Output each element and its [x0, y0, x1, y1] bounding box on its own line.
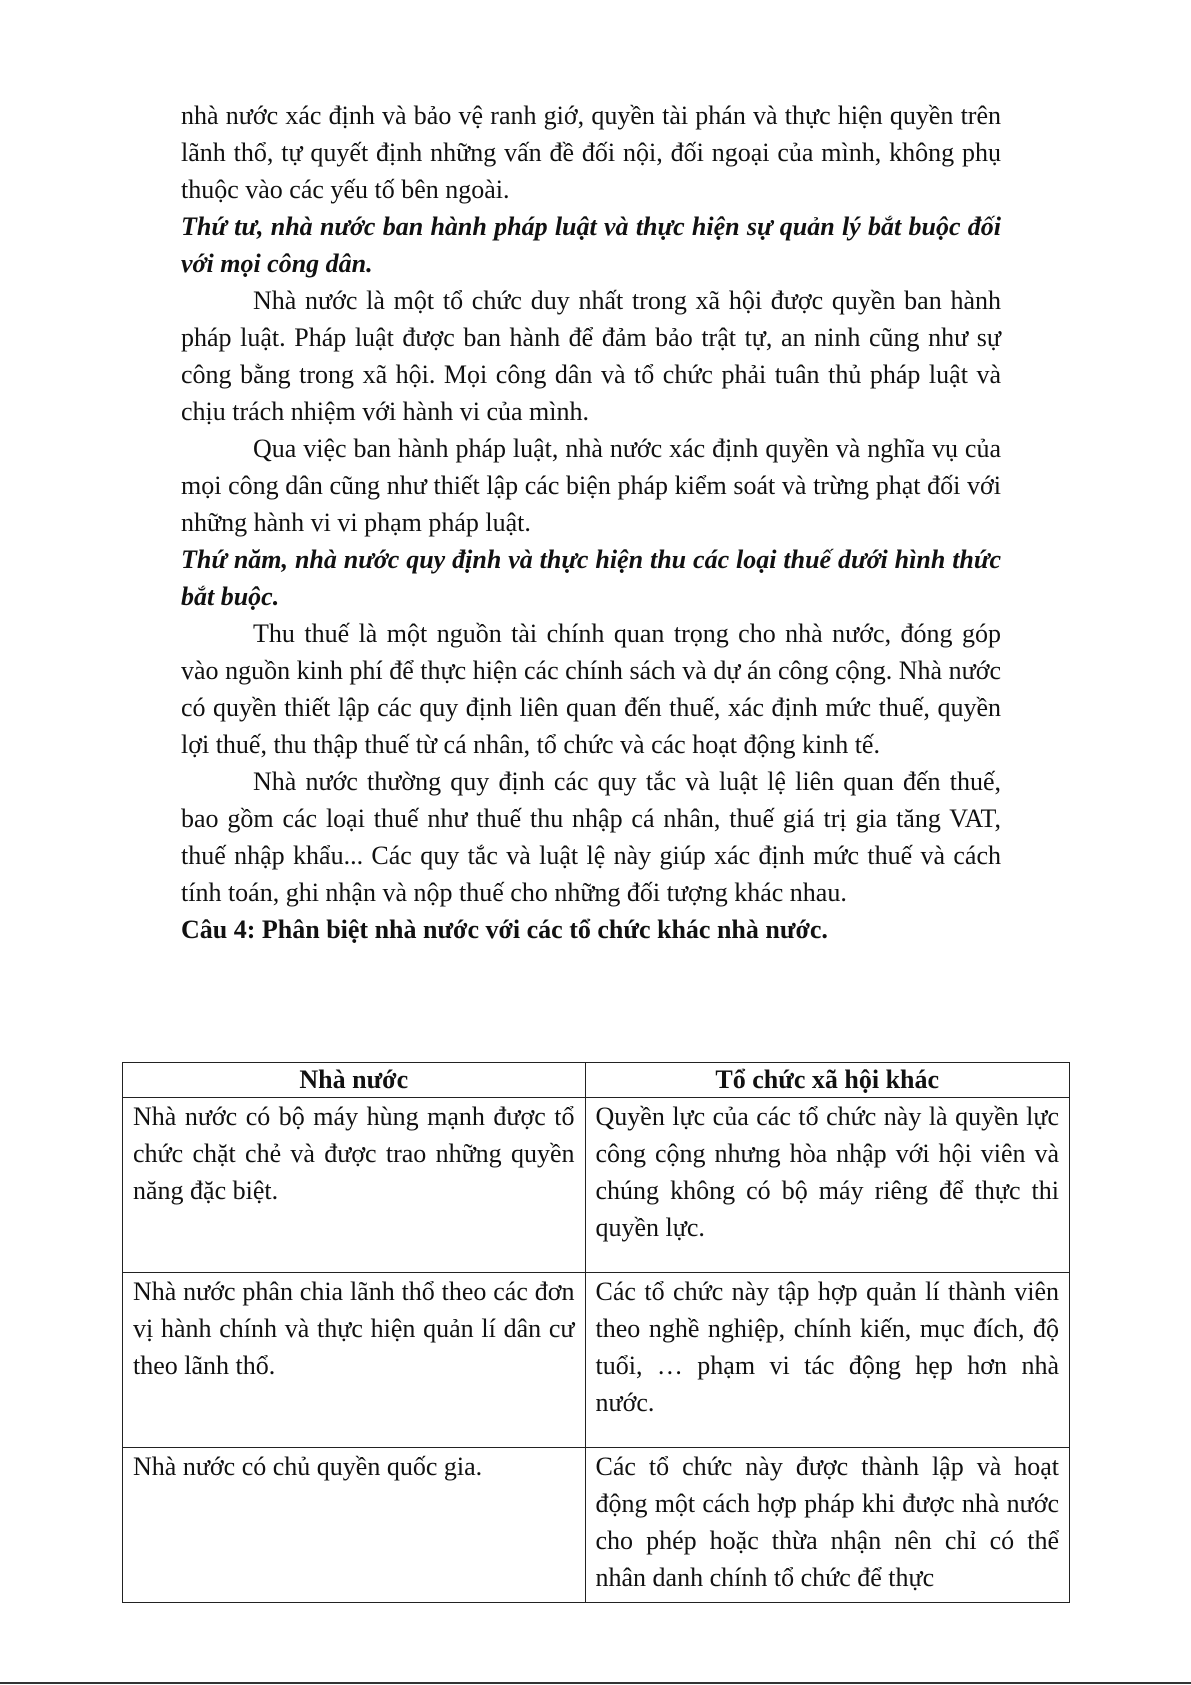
- paragraph-law-1: Nhà nước là một tổ chức duy nhất trong xã hội được quyền ban hành pháp luật. Pháp luật được ban hành để đảm bảo trật tự, an ninh cũng như sự công bằng trong xã hội. Mọi công dân và tổ chức phải tuân thủ pháp luật và chịu trách nhiệm với hành vi của mình.: [181, 286, 1001, 426]
- table-row: [123, 1273, 1070, 1448]
- table-cell-other: Các tổ chức này được thành lập và hoạt động một cách hợp pháp khi được nhà nước cho phép hoặc thừa nhận nên chỉ có thể nhân danh chính tổ chức để thực: [585, 1448, 1070, 1603]
- table-cell-state: Nhà nước có bộ máy hùng mạnh được tổ chức chặt chẻ và được trao những quyền năng đặc biệt.: [123, 1098, 586, 1273]
- heading-fifth-feature: Thứ năm, nhà nước quy định và thực hiện thu các loại thuế dưới hình thức bắt buộc.: [181, 545, 1001, 611]
- table-cell-state: Nhà nước có chủ quyền quốc gia.: [123, 1448, 586, 1603]
- table-row: [123, 1448, 1070, 1603]
- comparison-table: [122, 1062, 1070, 1603]
- question-4-heading: Câu 4: Phân biệt nhà nước với các tổ chức khác nhà nước.: [181, 915, 828, 944]
- header-state: Nhà nước: [123, 1063, 586, 1098]
- table-cell-state: Nhà nước phân chia lãnh thổ theo các đơn vị hành chính và thực hiện quản lí dân cư theo lãnh thổ.: [123, 1273, 586, 1448]
- paragraph-tax-1: Thu thuế là một nguồn tài chính quan trọng cho nhà nước, đóng góp vào nguồn kinh phí để thực hiện các chính sách và dự án công cộng. Nhà nước có quyền thiết lập các quy định liên quan đến thuế, xác định mức thuế, quyền lợi thuế, thu thập thuế từ cá nhân, tổ chức và các hoạt động kinh tế.: [181, 619, 1001, 759]
- heading-fourth-feature: Thứ tư, nhà nước ban hành pháp luật và thực hiện sự quản lý bắt buộc đối với mọi công dân.: [181, 212, 1001, 278]
- table-row: [123, 1098, 1070, 1273]
- table-cell-other: Các tổ chức này tập hợp quản lí thành viên theo nghề nghiệp, chính kiến, mục đích, độ tuổi, … phạm vi tác động hẹp hơn nhà nước.: [585, 1273, 1070, 1448]
- header-other-orgs: Tổ chức xã hội khác: [585, 1063, 1070, 1098]
- table-header-row: [123, 1063, 1070, 1098]
- paragraph-sovereignty: nhà nước xác định và bảo vệ ranh giớ, quyền tài phán và thực hiện quyền trên lãnh thổ, tự quyết định những vấn đề đối nội, đối ngoại của mình, không phụ thuộc vào các yếu tố bên ngoài.: [181, 101, 1001, 204]
- body-text: [181, 97, 1001, 948]
- page-bottom-divider: [0, 1682, 1191, 1684]
- paragraph-law-2: Qua việc ban hành pháp luật, nhà nước xác định quyền và nghĩa vụ của mọi công dân cũng như thiết lập các biện pháp kiểm soát và trừng phạt đối với những hành vi vi phạm pháp luật.: [181, 434, 1001, 537]
- table-cell-other: Quyền lực của các tổ chức này là quyền lực công cộng nhưng hòa nhập với hội viên và chúng không có bộ máy riêng để thực thi quyền lực.: [585, 1098, 1070, 1273]
- paragraph-tax-2: Nhà nước thường quy định các quy tắc và luật lệ liên quan đến thuế, bao gồm các loại thuế như thuế thu nhập cá nhân, thuế giá trị gia tăng VAT, thuế nhập khẩu... Các quy tắc và luật lệ này giúp xác định mức thuế và cách tính toán, ghi nhận và nộp thuế cho những đối tượng khác nhau.: [181, 767, 1001, 907]
